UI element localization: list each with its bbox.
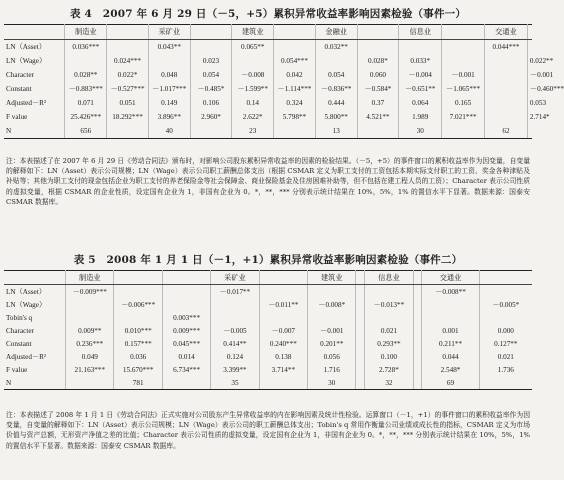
column-header: 信息业 bbox=[365, 271, 413, 285]
table-cell: 0.033* bbox=[399, 54, 442, 68]
table-cell: 3.714** bbox=[259, 363, 307, 376]
table-cell: －0.651** bbox=[399, 82, 442, 96]
table-cell bbox=[162, 376, 210, 390]
table-cell: －0.001 bbox=[529, 71, 554, 79]
row-label: Character bbox=[4, 68, 65, 82]
row-label: LN（Wage） bbox=[4, 54, 65, 68]
table-cell bbox=[485, 82, 528, 96]
table-cell: 13 bbox=[315, 124, 357, 139]
table-cell bbox=[422, 311, 479, 324]
table-cell bbox=[479, 311, 532, 324]
column-header bbox=[190, 25, 232, 40]
table-row bbox=[4, 96, 532, 110]
table-cell: 0.024*** bbox=[107, 54, 149, 68]
table-cell: 0.236*** bbox=[66, 337, 114, 350]
table-cell: 25.426*** bbox=[65, 110, 107, 124]
table-cell bbox=[114, 311, 162, 324]
table-row bbox=[4, 376, 532, 390]
column-header: 采矿业 bbox=[211, 271, 259, 285]
table-row bbox=[4, 311, 532, 324]
table-cell: －0.008 bbox=[232, 68, 274, 82]
table-cell: 0.042 bbox=[274, 68, 316, 82]
table-cell bbox=[211, 298, 259, 311]
table-cell: 0.240*** bbox=[259, 337, 307, 350]
table-cell: －0.001 bbox=[308, 324, 356, 337]
table-cell: 0.157*** bbox=[114, 337, 162, 350]
table-cell bbox=[66, 311, 114, 324]
table-cell: －0.485* bbox=[190, 82, 232, 96]
column-header: 制造业 bbox=[66, 271, 114, 285]
table-cell: －0.013** bbox=[365, 298, 413, 311]
table-cell: 0.021 bbox=[497, 352, 514, 361]
column-header: 交通业 bbox=[422, 271, 479, 285]
table-cell: －0.883*** bbox=[65, 82, 107, 96]
table-cell bbox=[422, 298, 479, 311]
table-cell: 3.896** bbox=[148, 110, 190, 124]
table-cell: 0.071 bbox=[65, 96, 107, 110]
table-cell: 781 bbox=[114, 376, 162, 390]
table-cell: －1.599** bbox=[232, 82, 274, 96]
table4 bbox=[4, 24, 564, 139]
column-header bbox=[479, 271, 532, 285]
table-cell bbox=[356, 337, 365, 350]
table-cell: 0.003*** bbox=[162, 311, 210, 324]
table-cell: 0.036*** bbox=[65, 40, 107, 55]
table-cell bbox=[232, 54, 274, 68]
table-cell bbox=[356, 350, 365, 363]
table-cell bbox=[485, 54, 528, 68]
table-cell bbox=[190, 40, 232, 55]
table-cell bbox=[211, 311, 259, 324]
table-cell bbox=[65, 54, 107, 68]
table-cell: 0.056 bbox=[308, 350, 356, 363]
table-cell bbox=[148, 54, 190, 68]
table-cell bbox=[107, 40, 149, 55]
table-cell: 0.010*** bbox=[114, 324, 162, 337]
table-cell: －0.005* bbox=[492, 300, 520, 309]
table-row bbox=[4, 40, 532, 55]
table-cell: 69 bbox=[422, 376, 479, 390]
table-cell: 0.022** bbox=[529, 57, 554, 65]
table-cell bbox=[356, 285, 365, 299]
table-cell: 0.021 bbox=[365, 324, 413, 337]
table-cell: 30 bbox=[308, 376, 356, 390]
row-label: Constant bbox=[4, 82, 65, 96]
table-cell: 0.054*** bbox=[274, 54, 316, 68]
table-cell: 0.100 bbox=[365, 350, 413, 363]
row-label: Adjusted－R² bbox=[4, 350, 66, 363]
table-cell: 0.009*** bbox=[162, 324, 210, 337]
table-row bbox=[4, 324, 532, 337]
table-row bbox=[4, 110, 532, 124]
table-cell bbox=[485, 110, 528, 124]
table-cell bbox=[413, 376, 422, 390]
table5-title: 表 5 2008 年 1 月 1 日（－1，+1）累积异常收益率影响因素检验（事件二） bbox=[73, 254, 463, 266]
table-row bbox=[4, 285, 532, 299]
table-cell: 0.211** bbox=[422, 337, 479, 350]
table5 bbox=[4, 270, 532, 390]
table-cell bbox=[66, 376, 114, 390]
row-label: Character bbox=[4, 324, 66, 337]
table-cell bbox=[356, 363, 365, 376]
table-cell: 1.989 bbox=[399, 110, 442, 124]
table-cell bbox=[527, 40, 532, 55]
table-cell: 0.138 bbox=[259, 350, 307, 363]
table-cell: 0.000 bbox=[497, 326, 514, 335]
table-cell bbox=[107, 124, 149, 139]
table-cell: 7.021*** bbox=[442, 110, 485, 124]
column-header bbox=[162, 271, 210, 285]
table-cell: 5.798** bbox=[274, 110, 316, 124]
column-header bbox=[413, 271, 422, 285]
table-cell: 32 bbox=[365, 376, 413, 390]
table-cell: 0.044*** bbox=[485, 40, 528, 55]
header-row bbox=[4, 271, 532, 285]
table-cell: －0.001 bbox=[442, 68, 485, 82]
table-cell: 0.054 bbox=[190, 68, 232, 82]
column-header bbox=[107, 25, 149, 40]
table-cell: 0.065** bbox=[232, 40, 274, 55]
column-header: 建筑业 bbox=[232, 25, 274, 40]
table-cell bbox=[274, 40, 316, 55]
column-header bbox=[442, 25, 485, 40]
table-cell: －0.004 bbox=[399, 68, 442, 82]
table-cell: 0.048 bbox=[148, 68, 190, 82]
column-header bbox=[357, 25, 399, 40]
table-cell: －0.460*** bbox=[529, 85, 564, 93]
table-cell bbox=[479, 285, 532, 299]
row-label: LN（Wage） bbox=[4, 298, 66, 311]
table-cell: 6.734*** bbox=[162, 363, 210, 376]
table-cell: 2.728* bbox=[365, 363, 413, 376]
table-cell bbox=[413, 324, 422, 337]
table-cell bbox=[274, 124, 316, 139]
table-cell bbox=[357, 124, 399, 139]
table-cell: 656 bbox=[65, 124, 107, 139]
column-header: 采矿业 bbox=[148, 25, 190, 40]
table-cell: 0.051 bbox=[107, 96, 149, 110]
table-cell: 0.043** bbox=[148, 40, 190, 55]
table-cell bbox=[399, 40, 442, 55]
table-cell: －1.065*** bbox=[442, 82, 485, 96]
table-cell bbox=[259, 376, 307, 390]
table-cell bbox=[356, 324, 365, 337]
table-cell: 0.014 bbox=[162, 350, 210, 363]
table-cell: 40 bbox=[148, 124, 190, 139]
table-cell: 0.032** bbox=[315, 40, 357, 55]
column-header: 信息业 bbox=[399, 25, 442, 40]
table-cell: 23 bbox=[232, 124, 274, 139]
table-cell: －0.006*** bbox=[114, 298, 162, 311]
table-cell bbox=[66, 298, 114, 311]
table-cell: 30 bbox=[399, 124, 442, 139]
table-row bbox=[4, 68, 532, 82]
table-cell: －0.527*** bbox=[107, 82, 149, 96]
column-header: 制造业 bbox=[65, 25, 107, 40]
table-cell: 5.800** bbox=[315, 110, 357, 124]
column-header bbox=[4, 271, 66, 285]
row-label: Tobin's q bbox=[4, 311, 66, 324]
table-cell: 0.324 bbox=[274, 96, 316, 110]
row-label: F value bbox=[4, 110, 65, 124]
column-header bbox=[527, 25, 532, 40]
table-cell: 0.022* bbox=[107, 68, 149, 82]
table-cell bbox=[485, 68, 528, 82]
table-cell: 0.149 bbox=[148, 96, 190, 110]
column-header bbox=[114, 271, 162, 285]
table-row bbox=[4, 363, 532, 376]
table-cell: 4.521** bbox=[357, 110, 399, 124]
table-cell: 2.960* bbox=[190, 110, 232, 124]
table-cell: 3.399** bbox=[211, 363, 259, 376]
table-cell bbox=[356, 298, 365, 311]
table-row bbox=[4, 337, 532, 350]
row-label: Adjusted－R² bbox=[4, 96, 65, 110]
table-cell bbox=[259, 285, 307, 299]
table-cell bbox=[308, 311, 356, 324]
table-cell: 0.127** bbox=[494, 339, 518, 348]
column-header: 金融业 bbox=[315, 25, 357, 40]
table-cell: －0.009*** bbox=[66, 285, 114, 299]
row-label: N bbox=[4, 376, 66, 390]
table-cell bbox=[413, 285, 422, 299]
table-cell: 0.165 bbox=[442, 96, 485, 110]
table-cell: 0.201** bbox=[308, 337, 356, 350]
row-label: N bbox=[4, 124, 65, 139]
table-cell: 21.163*** bbox=[66, 363, 114, 376]
table-cell bbox=[356, 311, 365, 324]
column-header bbox=[259, 271, 307, 285]
table-cell bbox=[365, 285, 413, 299]
table-cell: 0.023 bbox=[190, 54, 232, 68]
table-cell: 2.714* bbox=[529, 113, 550, 121]
table-cell: 0.049 bbox=[66, 350, 114, 363]
table-cell: 0.14 bbox=[232, 96, 274, 110]
table-cell bbox=[485, 96, 528, 110]
table-cell: －0.005 bbox=[211, 324, 259, 337]
table-cell: 1.716 bbox=[308, 363, 356, 376]
table-cell: 0.414** bbox=[211, 337, 259, 350]
table-cell bbox=[527, 124, 532, 139]
table-cell: －0.008* bbox=[308, 298, 356, 311]
column-header bbox=[4, 25, 65, 40]
table-cell: 0.045*** bbox=[162, 337, 210, 350]
table-cell: －1.017*** bbox=[148, 82, 190, 96]
table-cell: 2.622* bbox=[232, 110, 274, 124]
table-cell: 0.028* bbox=[357, 54, 399, 68]
table-cell bbox=[442, 124, 485, 139]
table-cell bbox=[308, 285, 356, 299]
table-row bbox=[4, 124, 532, 139]
column-header bbox=[356, 271, 365, 285]
table5-note: 注：本表描述了 2008 年 1 月 1 日《劳动合同法》正式实施对公司股东产生异常收益率的内在影响因素及统计性检验。运算窗口（－1，+1）的事件窗口的累积收益率作为因变量，自变量的解释如下：LN（Asset）表示公司规模；LN（Wage）表示公司的职工薪酬总体支出；Tobin's q 常用作衡量公司业绩或成长性的指标，CSMAR 定义为市场价值与资产总额，无形资产净值之差的比值；Character 表示公司性质的虚拟变量，设定国有企业为 1，非国有企业为 0。*，**，*** 分别表示统计结果在 10%，5%，1% 的置信水平下显著。数据来源：国泰安 CSMAR 数据库。 bbox=[6, 411, 530, 450]
table-cell: －0.008** bbox=[422, 285, 479, 299]
table-cell: 0.37 bbox=[357, 96, 399, 110]
table-cell: 0.009** bbox=[66, 324, 114, 337]
table-cell bbox=[259, 311, 307, 324]
table-cell: 35 bbox=[211, 376, 259, 390]
table-cell: 0.064 bbox=[399, 96, 442, 110]
table4-note: 注：本表描述了在 2007 年 6 月 29 日《劳动合同法》颁布时，对影响公司股东累积异常收益率的因素的检验结果。（－5，+5）的事件窗口的累积收益率作为因变量，自变量的解释如下：LN（Asset）表示公司规模；LN（Wage）表示公司职工薪酬总体支出（根据 CSMAR 定义为职工支付的工资包括本期实际支付职工的工资、奖金各种津贴及补贴等；其他为职工支付的现金包括企业为职工支付的养老保险金等社会保障金、商业保险基金及住房困难补助等，但不包括在建工程人员的工资）；Character 表示公司性质的虚拟变量，根据 CSMAR 的企业性质，设定国有企业为 1，非国有企业为 0。*，**，*** 分别表示统计结果在 10%，5%，1% 的置信水平下显著。数据来源：国泰安 CSMAR 数据库。 bbox=[6, 157, 530, 206]
row-label: LN（Asset） bbox=[4, 285, 66, 299]
table-row bbox=[4, 298, 532, 311]
table-cell: 15.670*** bbox=[114, 363, 162, 376]
table-cell: 0.054 bbox=[315, 68, 357, 82]
table-cell bbox=[413, 337, 422, 350]
table-cell bbox=[413, 298, 422, 311]
table-cell: 0.106 bbox=[190, 96, 232, 110]
table-cell bbox=[413, 363, 422, 376]
table-cell: 18.292*** bbox=[107, 110, 149, 124]
table-cell: －0.836** bbox=[315, 82, 357, 96]
table-row bbox=[4, 82, 532, 96]
table-cell bbox=[356, 376, 365, 390]
table-cell bbox=[315, 54, 357, 68]
table-cell: 2.548* bbox=[422, 363, 479, 376]
table-cell bbox=[413, 350, 422, 363]
table-cell bbox=[162, 298, 210, 311]
table-cell bbox=[357, 40, 399, 55]
row-label: F value bbox=[4, 363, 66, 376]
table-cell bbox=[190, 124, 232, 139]
table-cell: 62 bbox=[485, 124, 528, 139]
column-header: 交通业 bbox=[485, 25, 528, 40]
row-label: LN（Asset） bbox=[4, 40, 65, 55]
header-row bbox=[4, 25, 532, 40]
table4-title: 表 4 2007 年 6 月 29 日（－5，+5）累积异常收益率影响因素检验（事件一） bbox=[69, 8, 467, 20]
table-cell: 1.736 bbox=[497, 365, 514, 374]
table-row bbox=[4, 54, 532, 68]
table-cell bbox=[114, 285, 162, 299]
table-cell bbox=[162, 285, 210, 299]
column-header: 建筑业 bbox=[308, 271, 356, 285]
table-cell: 0.060 bbox=[357, 68, 399, 82]
column-header bbox=[274, 25, 316, 40]
table-cell: 0.124 bbox=[211, 350, 259, 363]
table-cell bbox=[413, 311, 422, 324]
table-row bbox=[4, 350, 532, 363]
table-cell bbox=[365, 311, 413, 324]
table-cell: －1.114*** bbox=[274, 82, 316, 96]
table-cell: －0.011** bbox=[259, 298, 307, 311]
table-cell: 0.293** bbox=[365, 337, 413, 350]
table-cell: －0.017** bbox=[211, 285, 259, 299]
table-cell: 0.044 bbox=[422, 350, 479, 363]
table-cell bbox=[479, 376, 532, 390]
table-cell: －0.584* bbox=[357, 82, 399, 96]
table-cell: 0.053 bbox=[529, 99, 547, 107]
table-cell: 0.444 bbox=[315, 96, 357, 110]
table-cell: －0.007 bbox=[259, 324, 307, 337]
table-cell bbox=[442, 40, 485, 55]
table-cell: 0.001 bbox=[422, 324, 479, 337]
table-cell bbox=[442, 54, 485, 68]
table-cell: 0.036 bbox=[114, 350, 162, 363]
table-cell: 0.028** bbox=[65, 68, 107, 82]
row-label: Constant bbox=[4, 337, 66, 350]
